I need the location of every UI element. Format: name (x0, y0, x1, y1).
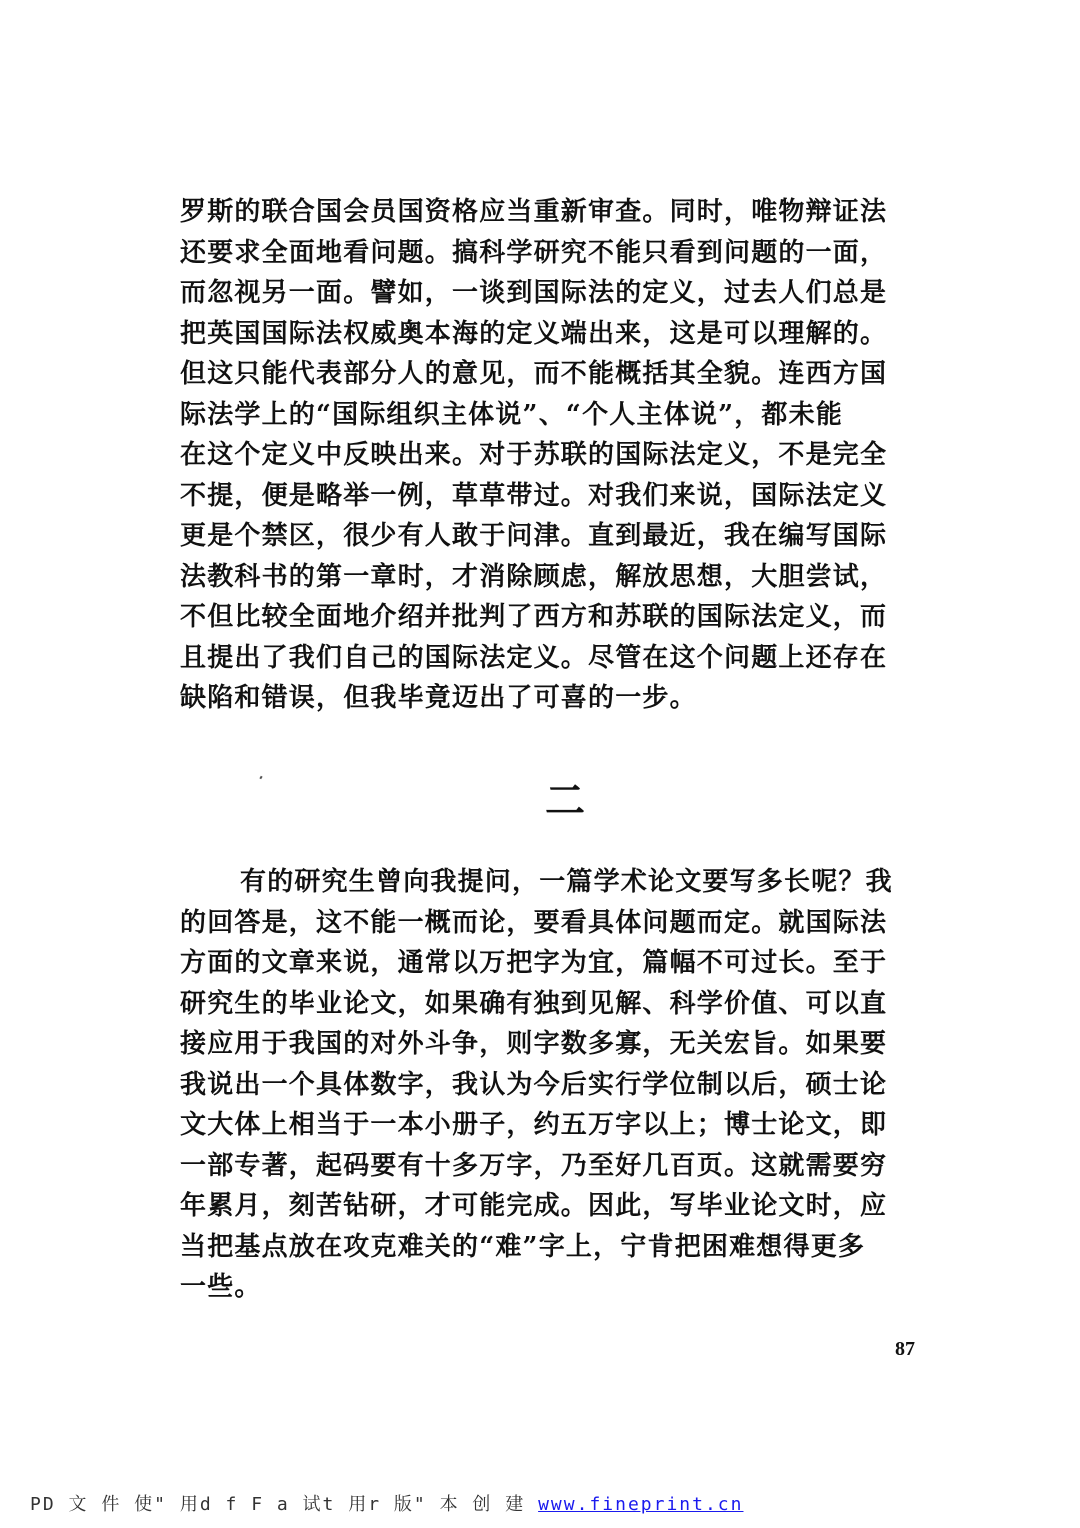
text-line: 文大体上相当于一本小册子，约五万字以上；博士论文，即 (180, 1110, 888, 1140)
watermark (30, 1490, 743, 1516)
paragraph-2 (180, 862, 950, 1308)
text-line: 且提出了我们自己的国际法定义。尽管在这个问题上还存在 (180, 642, 888, 673)
scan-speck (259, 776, 262, 780)
paragraph-1 (180, 192, 950, 719)
watermark-link[interactable]: www.fineprint.cn (538, 1494, 744, 1515)
text-line: 一些。 (180, 1272, 262, 1302)
text-line: 际法学上的“国际组织主体说”、“个人主体说”，都未能 (180, 399, 844, 430)
text-line: 方面的文章来说，通常以万把字为宜，篇幅不可过长。至于 (180, 948, 888, 978)
text-line: 当把基点放在攻克难关的“难”字上，宁肯把困难想得更多 (180, 1231, 866, 1262)
section-number: 二 (545, 777, 585, 824)
page-number: 87 (895, 1338, 915, 1360)
text-line: 在这个定义中反映出来。对于苏联的国际法定义，不是完全 (180, 440, 888, 470)
text-line: 研究生的毕业论文，如果确有独到见解、科学价值、可以直 (180, 988, 888, 1019)
text-line: 法教科书的第一章时，才消除顾虑，解放思想，大胆尝试， (180, 561, 888, 592)
text-line: 还要求全面地看问题。搞科学研究不能只看到问题的一面， (180, 237, 888, 268)
text-line: 的回答是，这不能一概而论，要看具体问题而定。就国际法 (180, 907, 888, 938)
text-line: 不提，便是略举一例，草草带过。对我们来说，国际法定义 (180, 480, 888, 511)
watermark-text: PD 文 件 使" 用d f F a 试t 用r 版" 本 创 建 (30, 1494, 526, 1515)
text-line: 接应用于我国的对外斗争，则字数多寡，无关宏旨。如果要 (180, 1029, 888, 1059)
text-line: 有的研究生曾向我提问，一篇学术论文要写多长呢？我 (240, 867, 893, 897)
text-line: 罗斯的联合国会员国资格应当重新审查。同时，唯物辩证法 (180, 197, 888, 227)
text-line: 但这只能代表部分人的意见，而不能概括其全貌。连西方国 (180, 359, 888, 389)
text-line: 年累月，刻苦钻研，才可能完成。因此，写毕业论文时，应 (180, 1191, 888, 1221)
text-line: 而忽视另一面。譬如，一谈到国际法的定义，过去人们总是 (180, 278, 888, 308)
text-line: 更是个禁区，很少有人敢于问津。直到最近，我在编写国际 (180, 521, 888, 551)
text-line: 不但比较全面地介绍并批判了西方和苏联的国际法定义，而 (180, 602, 888, 632)
text-line: 一部专著，起码要有十多万字，乃至好几百页。这就需要穷 (180, 1150, 888, 1181)
text-line: 我说出一个具体数字，我认为今后实行学位制以后，硕士论 (180, 1069, 888, 1100)
text-line: 缺陷和错误，但我毕竟迈出了可喜的一步。 (180, 683, 697, 713)
text-line: 把英国国际法权威奥本海的定义端出来，这是可以理解的。 (180, 318, 888, 349)
